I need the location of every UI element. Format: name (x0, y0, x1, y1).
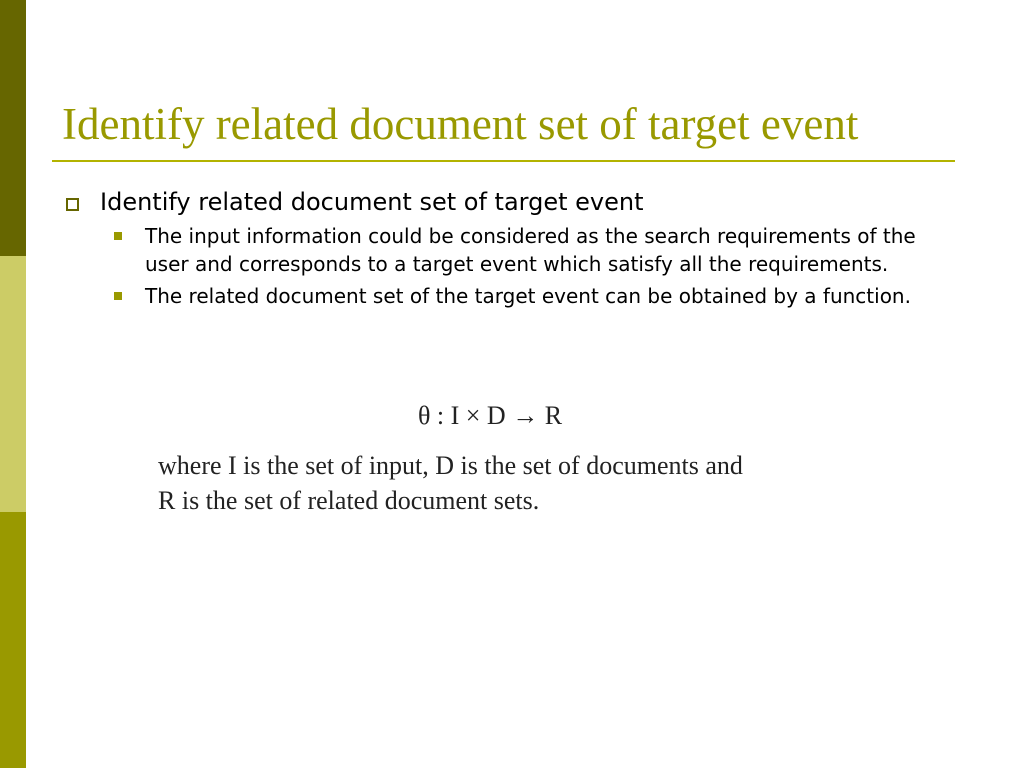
filled-square-bullet-icon (114, 292, 122, 300)
slide-content (62, 184, 962, 310)
formula-description-line-2: R is the set of related document sets. (158, 486, 540, 515)
hollow-square-bullet-icon (66, 198, 79, 211)
formula-description (158, 448, 958, 518)
sub-bullet-text: The input information could be considered as the search requirements of the user and corresponds to a target event which satisfy all the requirements. (145, 224, 916, 276)
side-bar-dark (0, 0, 26, 256)
slide-title: Identify related document set of target event (62, 99, 859, 149)
sub-bullet-item (62, 282, 962, 310)
side-bar-light (0, 256, 26, 512)
sub-bullet-list (62, 222, 962, 310)
sub-bullet-text: The related document set of the target event can be obtained by a function. (145, 284, 911, 308)
main-bullet-text: Identify related document set of target event (100, 188, 644, 216)
title-divider (52, 160, 955, 162)
formula-description-line-1: where I is the set of input, D is the set of documents and (158, 451, 743, 480)
filled-square-bullet-icon (114, 232, 122, 240)
main-bullet (62, 184, 962, 220)
math-formula: θ : I × D → R (417, 401, 563, 430)
sub-bullet-item (62, 222, 962, 278)
side-bar-medium (0, 512, 26, 768)
